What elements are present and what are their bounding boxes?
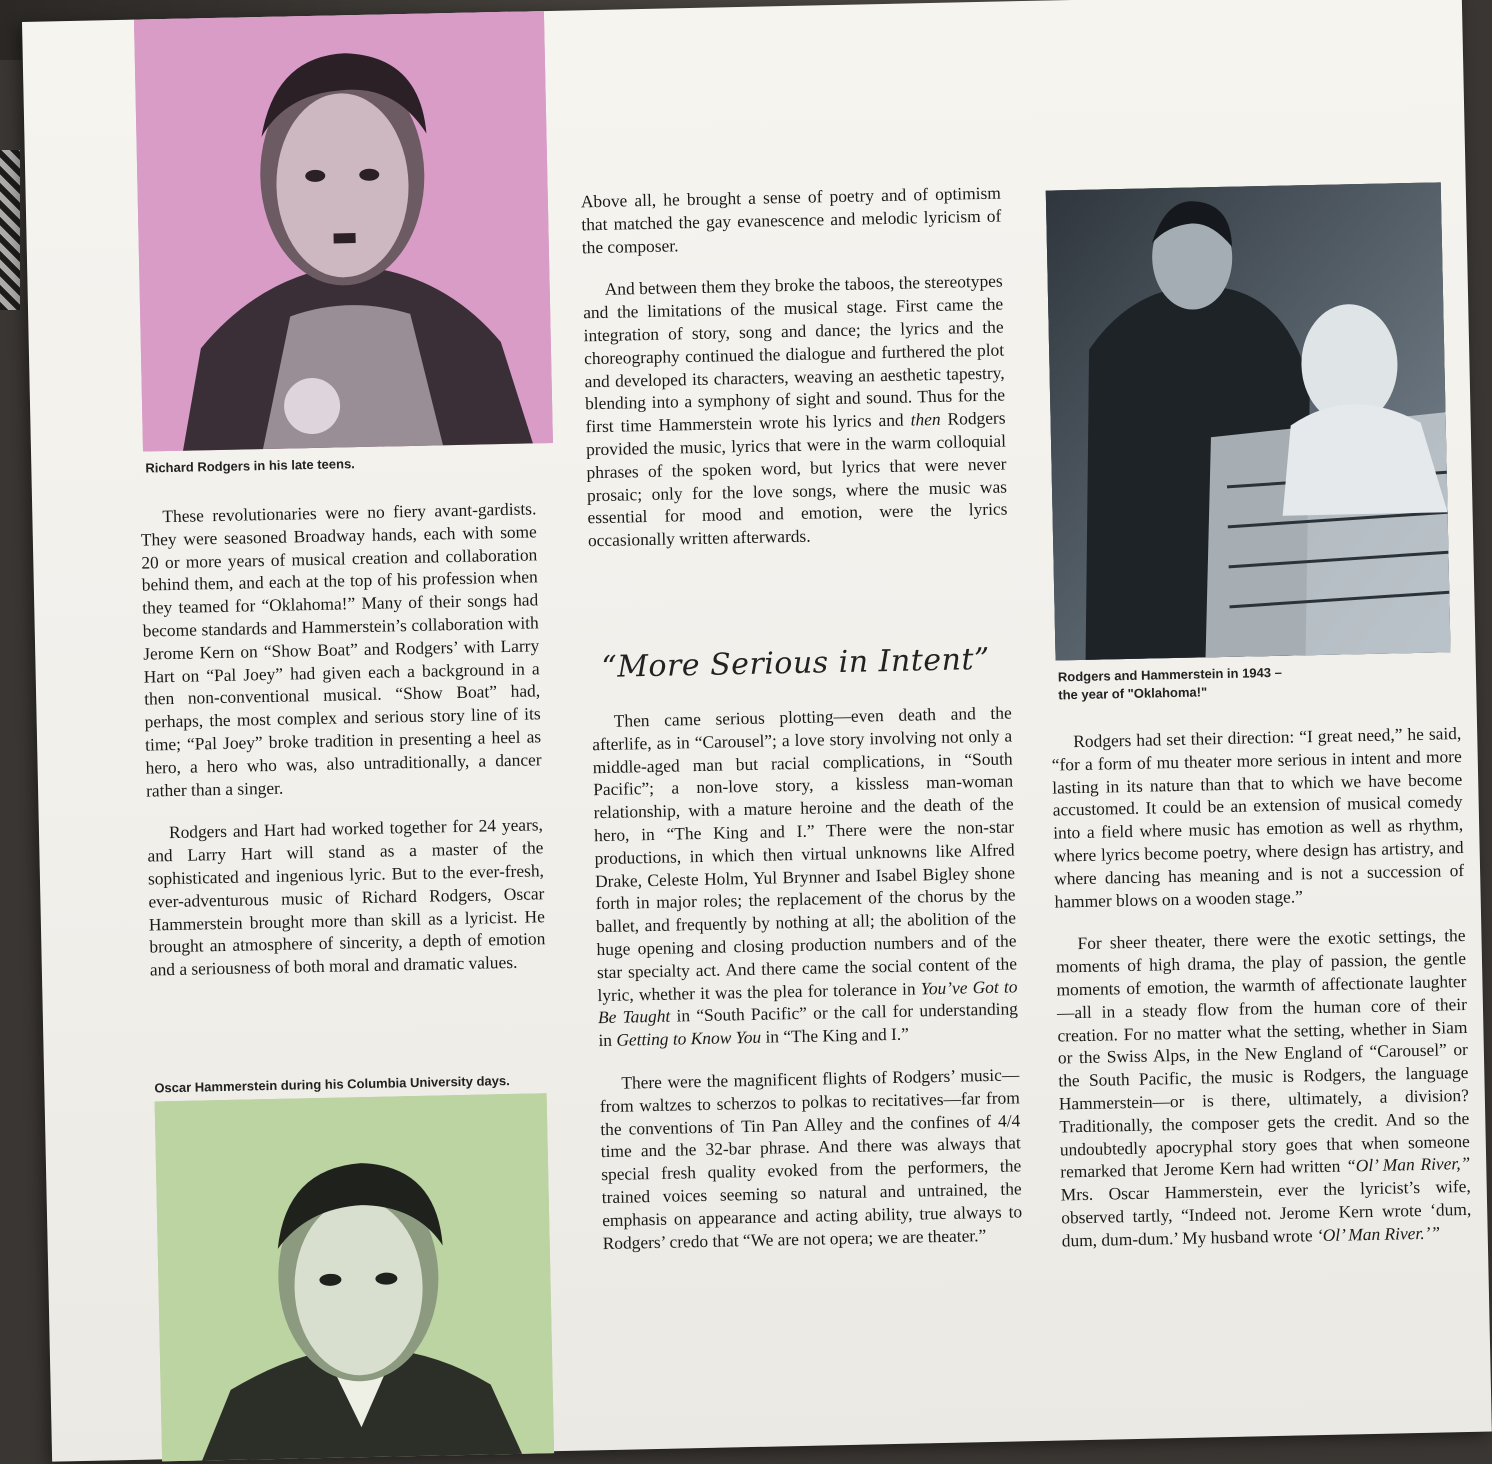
caption-line: Rodgers and Hammerstein in 1943 – [1057, 664, 1283, 685]
song-title: ‘Ol’ Man River.’” [1316, 1222, 1441, 1245]
paragraph [582, 270, 1008, 552]
paragraph [592, 701, 1019, 1052]
text-run: Mrs. Oscar Hammerstein, ever the lyricist’s wife, observed tartly, “Indeed not. Jerome Kern wrote ‘dum, dum, dum-dum.’ My husband wrote [1060, 1176, 1472, 1251]
song-title: Getting to Know You [616, 1026, 762, 1050]
paragraph: Rodgers had set their direction: “I great need,” he said, “for a form of mu theater more serious in intent and more lasting in its nature than that to which we have become accustomed. It could be an extension of musical comedy into a field where music has emotion as well as rhythm, where lyrics become poetry, where design has artistry, and where dancing has meaning and is not a succession of hammer blows on a wooden stage.” [1051, 723, 1465, 912]
book-page [22, 0, 1492, 1462]
paragraph: Above all, he brought a sense of poetry and of optimism that matched the gay evanescence and melodic lyricism of the composer. [580, 182, 1002, 257]
song-title: “Ol’ Man River,” [1345, 1153, 1471, 1176]
piano-duo-icon [1046, 182, 1451, 660]
text-run: For sheer theater, there were the exotic settings, the moments of high drama, the play of passion, the gentle moments of emotion, the warmth of affectionate laughter—all in a steady flow from the human core of their creation. For no matter what the setting, whether in Siam or the Swiss Alps, in the New England of “Carousel” or the South Pacific, the music is Rodgers, the language Hammerstein—or is there, ultimately, a division? Traditionally, the composer gets the credit. And so the undoubtedly apocryphal story goes that when someone remarked that Jerome Kern had written [1055, 925, 1470, 1182]
song-title: You’ve Got to Be Taught [597, 975, 1018, 1028]
column-right [1051, 722, 1472, 1272]
photo-richard-rodgers [134, 11, 553, 451]
text-run: in “The King and I.” [765, 1023, 910, 1047]
caption-rodgers: Richard Rodgers in his late teens. [145, 456, 355, 476]
background-pattern [0, 150, 20, 310]
portrait-figure-icon [134, 11, 553, 451]
emphasis: then [910, 409, 941, 430]
section-heading: “More Serious in Intent” [601, 641, 991, 686]
paragraph: There were the magnificent flights of Rodgers’ music—from waltzes to scherzos to polkas to recitatives—far from the conventions of Tin Pan Alley and the confines of 4/4 time and the 32-bar phrase. And there was always that special fresh quality evoked from the performers, the trained voices seeming so natural and untrained, the emphasis on appearance and acting ability, true always to Rodgers’ credo that “We are not opera; we are theater.” [599, 1064, 1023, 1253]
caption-rodgers-hammerstein [1058, 664, 1283, 705]
column-middle [581, 182, 1009, 573]
column-left [140, 497, 546, 1001]
caption-hammerstein: Oscar Hammerstein during his Columbia University days. [154, 1073, 510, 1096]
portrait-figure-icon [155, 1093, 554, 1461]
caption-line: the year of "Oklahoma!" [1058, 684, 1208, 703]
column-middle-lower [592, 701, 1024, 1274]
paragraph: Rodgers and Hart had worked together for 24 years, and Larry Hart will stand as a master of the sophisticated and ingenious lyric. But to the ever-fresh, ever-adventurous music of Richard Rodgers, Oscar Hammerstein brought more than skill as a lyricist. He brought an atmosphere of sincerity, a depth of emotion and a seriousness of both moral and dramatic values. [147, 814, 546, 980]
text-run: in “South Pacific” or the call for understanding in [598, 998, 1019, 1051]
paragraph: These revolutionaries were no fiery avant-gardists. They were seasoned Broadway hands, each with some 20 or more years of musical creation and collaboration behind them, and each at the top of his profession when they teamed for “Oklahoma!” Many of their songs had become standards and Hammerstein’s collaboration with Jerome Kern on “Show Boat” and Rodgers’ with Larry Hart on “Pal Joey” had given each a background in a then non-conventional musical. “Show Boat” had, perhaps, the most complex and serious story line of its time; “Pal Joey” broke tradition in presenting a heel as hero, a hero who was, also untraditionally, a dancer rather than a singer. [140, 498, 542, 801]
photo-rodgers-and-hammerstein [1046, 182, 1451, 660]
photo-oscar-hammerstein [155, 1093, 554, 1461]
text-run: Then came serious plotting—even death and the afterlife, as in “Carousel”; a love story involving not only a middle-aged man but racial complications, in “South Pacific”; a non-love story, a kissless man-woman relationship, with a mature heroine and the death of the hero, in “The King and I.” There were the non-star productions, in which then virtual unknowns like Alfred Drake, Celeste Holm, Yul Brynner and Isabel Bigley shone forth in major roles; the replacement of the chorus by the ballet, and frequently by nothing at all; the abolition of the huge opening and closing production numbers and of the star specialty act. And there came the social content of the lyric, whether it was the plea for tolerance in [592, 702, 1018, 1005]
text-run: Rodgers provided the music, lyrics that were in the warm colloquial phrases of the spoken word, but lyrics that were never prosaic; only for the love songs, where the music was essential for mood and emotion, were the lyrics occasionally written afterwards. [585, 407, 1008, 551]
text-run: And between them they broke the taboos, the stereotypes and the limitations of the musical stage. First came the integration of story, song and dance; the lyrics and the choreography continued the dialogue and furthered the plot and developed its characters, weaving an aesthetic tapestry, blending into a symphony of sight and sound. Thus for the first time Hammerstein wrote his lyrics and [582, 270, 1006, 437]
paragraph [1055, 924, 1472, 1252]
